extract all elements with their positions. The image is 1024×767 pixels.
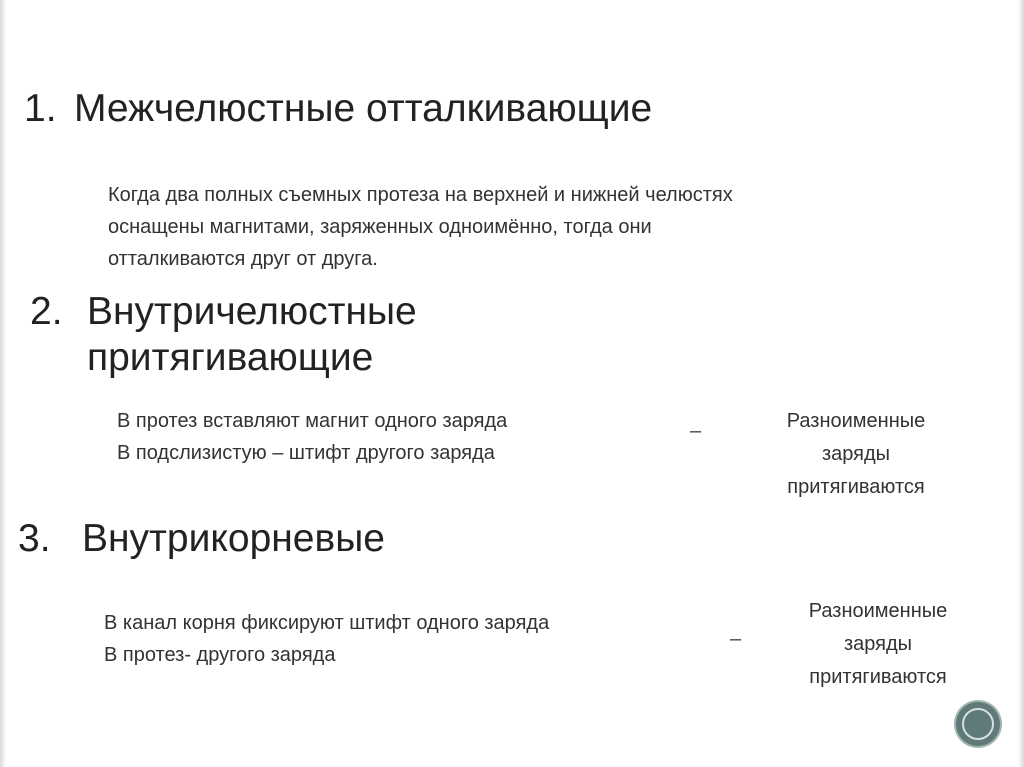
- nav-ring: [962, 708, 994, 740]
- section3-description-line: В канал корня фиксируют штифт одного заряда: [104, 612, 550, 634]
- section3-note-line: заряды: [843, 633, 913, 655]
- section2-description-line: В подслизистую – штифт другого заряда: [117, 442, 495, 464]
- section2-title-line: Внутричелюстные: [87, 290, 417, 333]
- section1-number: 1.: [24, 87, 57, 130]
- section3-dash: –: [730, 628, 742, 650]
- circle-nav-icon[interactable]: [956, 702, 1000, 746]
- section2-title-line: притягивающие: [87, 336, 374, 379]
- section3-heading: [18, 516, 385, 562]
- section2-note: [756, 405, 956, 504]
- section3-description-line: В протез- другого заряда: [104, 644, 336, 666]
- section1-description-line: оснащены магнитами, заряженных одноимённо, тогда они: [108, 216, 652, 238]
- section1-description: [108, 179, 733, 275]
- section2-note-line: заряды: [821, 443, 891, 465]
- section3-number: 3.: [18, 517, 51, 560]
- section2-heading: [30, 289, 417, 381]
- section2-description: [117, 405, 507, 469]
- section2-note-line: притягиваются: [787, 476, 925, 498]
- section3-note: [778, 595, 978, 694]
- section3-note-line: Разноименные: [808, 600, 948, 622]
- section3-description: [104, 607, 549, 671]
- section2-number: 2.: [30, 290, 63, 333]
- section2-note-line: Разноименные: [786, 410, 926, 432]
- section1-description-line: Когда два полных съемных протеза на верхней и нижней челюстях: [108, 184, 733, 206]
- section1-description-line: отталкиваются друг от друга.: [108, 248, 378, 270]
- section1-title: Межчелюстные отталкивающие: [74, 87, 653, 130]
- slide-left-edge: [0, 0, 6, 767]
- section2-dash: –: [690, 420, 702, 442]
- section3-note-line: притягиваются: [809, 666, 947, 688]
- section2-description-line: В протез вставляют магнит одного заряда: [117, 410, 508, 432]
- section1-heading: [24, 86, 652, 132]
- section3-title: Внутрикорневые: [82, 517, 385, 560]
- slide-right-edge: [1018, 0, 1024, 767]
